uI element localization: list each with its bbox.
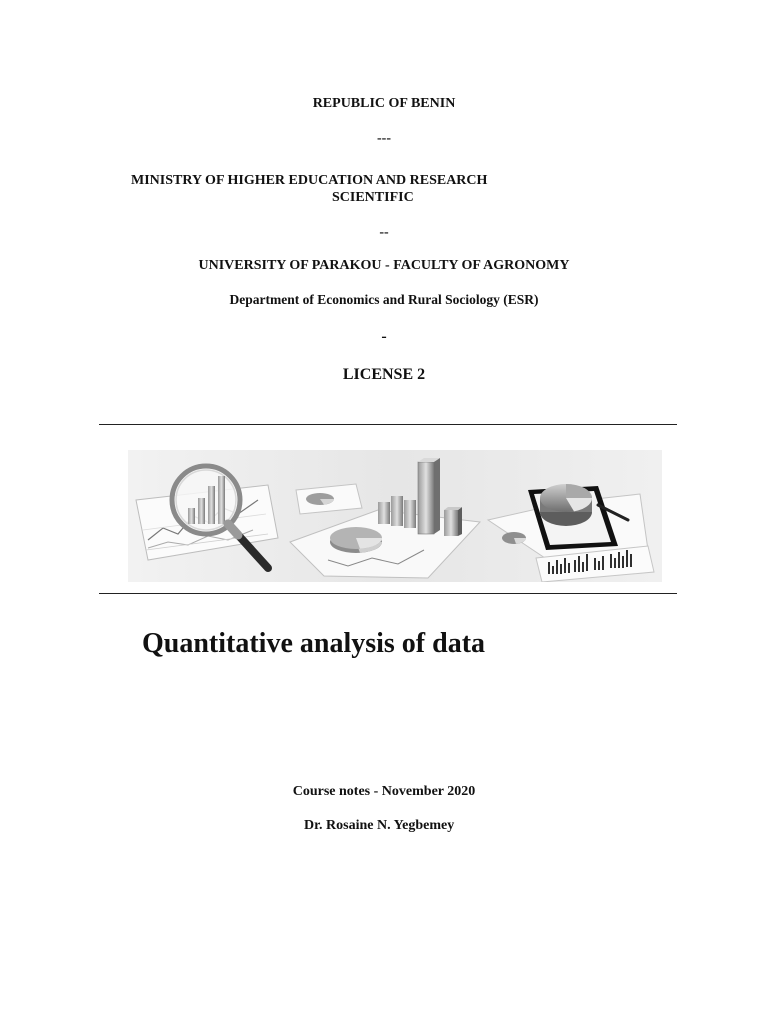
course-notes: Course notes - November 2020	[292, 784, 476, 799]
university-name: UNIVERSITY OF PARAKOU - FACULTY OF AGRONOMY	[198, 258, 570, 273]
separator-2: --	[379, 225, 389, 240]
document-title: Quantitative analysis of data	[142, 628, 486, 659]
author-name: Dr. Rosaine N. Yegbemey	[304, 818, 455, 833]
header-illustration	[128, 450, 662, 582]
level-label: LICENSE 2	[342, 366, 426, 383]
bottom-rule	[99, 593, 677, 594]
ministry-line-1: MINISTRY OF HIGHER EDUCATION AND RESEARCH	[131, 173, 488, 188]
separator-3: -	[381, 328, 387, 345]
separator-1: ---	[377, 131, 391, 146]
department-name: Department of Economics and Rural Sociology (ESR)	[229, 292, 539, 307]
country-name: REPUBLIC OF BENIN	[312, 96, 456, 111]
top-rule	[99, 424, 677, 425]
ministry-line-2: SCIENTIFIC	[332, 190, 414, 205]
